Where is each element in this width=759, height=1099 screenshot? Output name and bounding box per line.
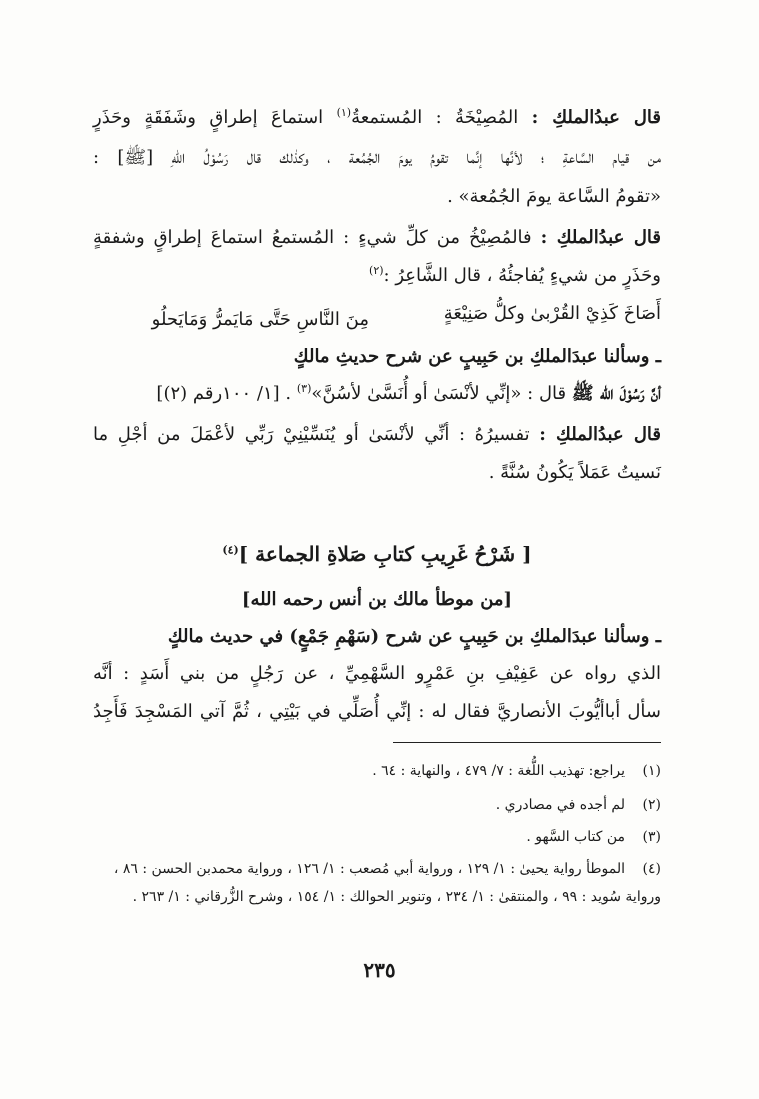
hadith-line: أنَّ رَسُوْلَ الله ﷺ قال : «إنِّي لأنْسَىٰ أو أُنَسَّىٰ لأسُنَّ»$^{(٣)}$ . [١/ ١٠٠رقم (٢)] (156, 382, 661, 404)
para2-line1: قال عبدُالملكِ : فالمُصِيْخُ من كلِّ شيءٍ : المُستمعُ استماعَ إطراقٍ وشفقةٍ (93, 227, 661, 248)
citation: . [١/ ١٠٠رقم (٢)] (156, 383, 297, 404)
footnote-ref[interactable]: (٢) (369, 264, 384, 277)
footnote: (٣)من كتاب السَّهو . (526, 829, 661, 845)
verse-second-hemistich: مِنَ النَّاسِ حَتَّى مَايَمرُّ وَمَايَحلُو (151, 309, 369, 330)
footnote: (١)يراجع: تهذيب اللُّغة : ٧/ ٤٧٩ ، والنهاية : ٦٤ . (372, 763, 661, 779)
footnote: (٤)الموطأ رواية يحيىٰ : ١/ ١٢٩ ، ورواية أبي مُصعب : ١/ ١٢٦ ، ورواية محمدبن الحسن : ٨٦ ، (113, 861, 661, 877)
section-title: [ شَرْحُ غَرِيبِ كتابِ صَلاةِ الجماعة ]$^{(٤)}$ (222, 542, 532, 566)
footnote-ref[interactable]: (٣) (296, 382, 312, 395)
footnote-divider (393, 742, 661, 743)
question-heading: ـ وسألنا عبدَالملكِ بن حَبِيبٍ عن شرح حديثِ مالكٍ (293, 346, 661, 367)
speaker-label: قال عبدُالملكِ : (539, 424, 661, 445)
para3-line1: قال عبدُالملكِ : تفسيرُهُ : أنِّي لأنْسَىٰ أو يُنَسِّيْنِيْ رَبِّي لأعْمَلَ من أجْلِ ما (93, 424, 661, 445)
footnote-ref[interactable]: (١) (336, 106, 352, 119)
para3-line2: نَسيتُ عَمَلاً يَكُونُ سُنَّةً . (488, 462, 661, 483)
question-heading: ـ وسألنا عبدَالملكِ بن حَبِيبٍ عن شرح (سَهْمِ جَمْعٍ) في حديث مالكٍ (167, 626, 661, 647)
footnote-ref[interactable]: (٤) (222, 543, 239, 557)
section-subtitle: [من موطأ مالك بن أنس رحمه الله] (241, 589, 513, 610)
verse-first-hemistich: أَصَاخَ كَذِيْ القُرْبىٰ وكلُّ صَنِيْعَةٍ (443, 303, 661, 324)
para4-line1: الذي رواه عن عَفِيْفِ بنِ عَمْرٍو السَّهْمِيِّ ، عن رَجُلٍ من بني أَسَدٍ : أنَّه (93, 663, 661, 684)
para1-line1: قال عبدُالملكِ : المُصِيْخَةُ : المُستمعةُ$^{(١)}$ استماعَ إطراقٍ وشَفَقَةٍ وحَذَرٍ (93, 106, 661, 128)
page-number: ٢٣٥ (363, 958, 396, 982)
footnote: (٢)لم أجده في مصادري . (495, 797, 661, 813)
footnote-continuation: ورواية سُويد : ٩٩ ، والمنتقىٰ : ١/ ٢٣٤ ، وتنوير الحوالك : ١/ ١٥٤ ، وشرح الزُّرقاني : ١/ ٢٦٣ . (132, 889, 661, 905)
speaker-label: قال عبدُالملكِ : (531, 107, 661, 128)
para4-line2: سأل أباأيُّوبَ الأنصاريَّ فقال له : إنِّي أُصَلِّي في بَيْتِي ، ثُمَّ آتي المَسْجِدَ فَأَجِدُ (93, 701, 661, 722)
para2-line2: وحَذَرٍ من شيءٍ يُفاجئُهُ ، قال الشَّاعِرُ :$^{(٢)}$ (369, 264, 661, 286)
para1-line2: من قيام السَّاعةِ ؛ لأنَّها إنَّما تقومُ يومَ الجُمُعة ، وكذٰلك قال رَسُوْلُ اللهِ [ﷺ] : (93, 147, 661, 168)
para1-line3: «تقومُ السَّاعة يومَ الجُمُعة» . (447, 186, 661, 207)
speaker-label: قال عبدُالملكِ : (540, 227, 661, 248)
